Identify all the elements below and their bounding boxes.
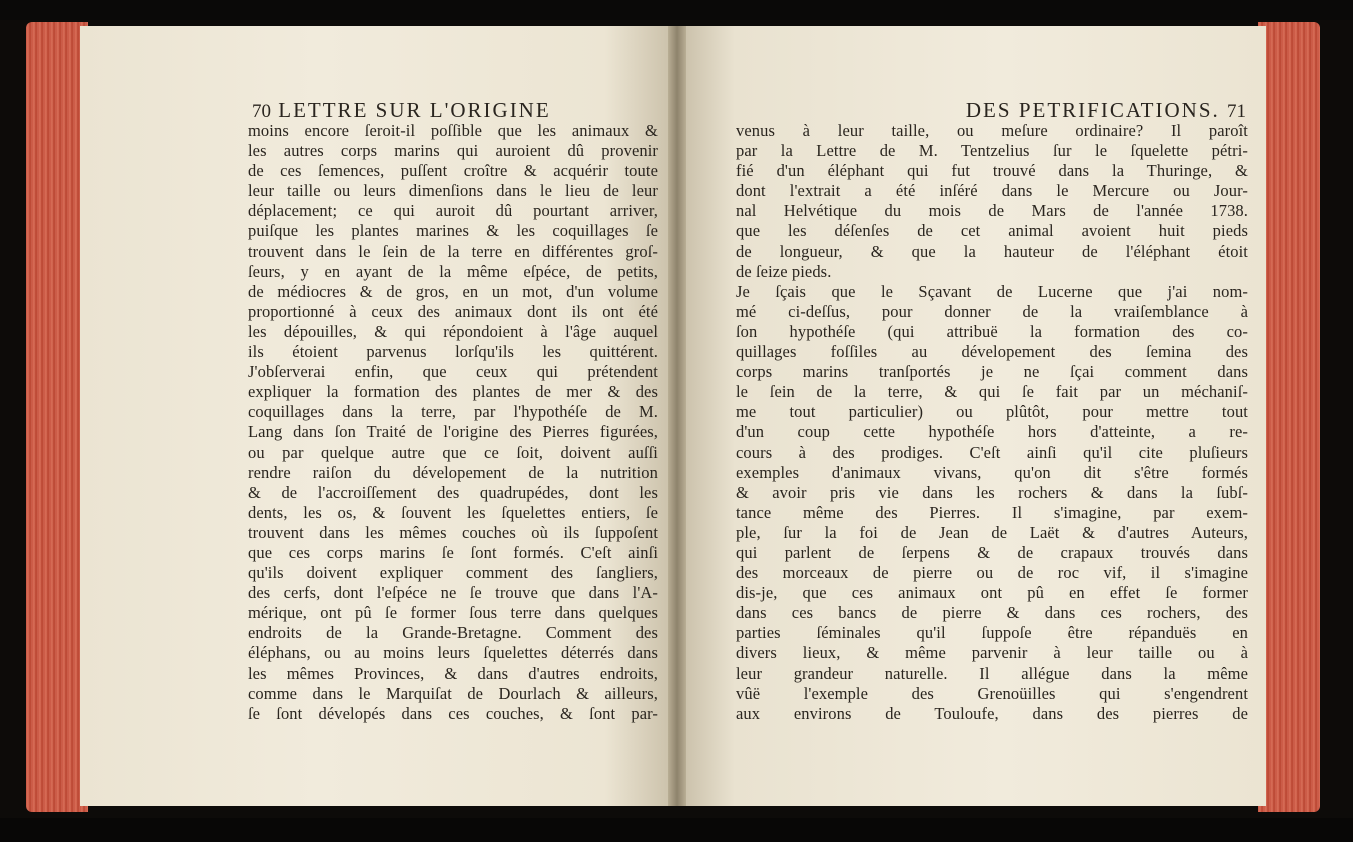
text-line: ſon hypothéſe (qui attribuë la formation des co- bbox=[736, 321, 1248, 341]
text-line: venus à leur taille, ou meſure ordinaire? Il paroît bbox=[736, 121, 1248, 140]
text-line: de ſeize pieds. bbox=[736, 261, 832, 281]
text-line: trouvent dans les mêmes couches où ils ſuppoſent bbox=[248, 522, 658, 542]
text-line: des morceaux de pierre ou de roc vif, il s'imagine bbox=[736, 563, 1248, 583]
right-page-number: 71 bbox=[1227, 101, 1246, 122]
text-line: comme dans le Marquiſat de Dourlach & ailleurs, bbox=[248, 683, 658, 703]
text-line: J'obſerverai enfin, que ceux qui prétendent bbox=[248, 362, 658, 382]
text-line: ple, ſur la foi de Jean de Laët & d'autres Auteurs, bbox=[736, 522, 1248, 542]
text-line: mérique, ont pû ſe former ſous terre dans quelques bbox=[248, 603, 658, 623]
text-line: déplacement; ce qui auroit dû pourtant arriver, bbox=[248, 201, 658, 221]
text-line: aux environs de Touloufe, dans des pierres de bbox=[736, 703, 1248, 723]
text-line: corps marins tranſportés je ne ſçai comment dans bbox=[736, 362, 1248, 382]
right-page-edges bbox=[1258, 22, 1320, 812]
text-line: les mêmes Provinces, & dans d'autres endroits, bbox=[248, 663, 658, 683]
text-line: quillages foſſiles au dévelopement des ſemina des bbox=[736, 342, 1248, 362]
text-line: exemples d'animaux vivans, qu'on dit s'être formés bbox=[736, 462, 1248, 482]
text-line: & avoir pris vie dans les rochers & dans la ſubſ- bbox=[736, 482, 1248, 502]
text-line: trouvent dans le ſein de la terre en différentes groſ- bbox=[248, 241, 658, 261]
text-line: mé ci-deſſus, pour donner de la vraiſemblance à bbox=[736, 301, 1248, 321]
text-line: éléphans, ou au moins leurs ſquelettes déterrés dans bbox=[248, 643, 658, 663]
text-line: les dépouilles, & qui répondoient à l'âge auquel bbox=[248, 321, 658, 341]
text-line: parties ſéminales qu'il ſuppoſe être répanduës en bbox=[736, 623, 1248, 643]
text-line: ou par quelque autre que ce ſoit, doivent auſſi bbox=[248, 442, 658, 462]
text-line: le ſein de la terre, & qui ſe fait par un méchaniſ- bbox=[736, 382, 1248, 402]
text-line: me tout particulier) ou plûtôt, pour mettre tout bbox=[736, 402, 1248, 422]
text-line: moins encore ſeroit-il poſſible que les animaux & bbox=[248, 121, 658, 140]
text-line: que ces corps marins ſe ſont formés. C'eſt ainſi bbox=[248, 542, 658, 562]
text-line: que les déſenſes de cet animal avoient huit pieds bbox=[736, 221, 1248, 241]
text-line: endroits de la Grande-Bretagne. Comment des bbox=[248, 623, 658, 643]
text-line: Lang dans ſon Traité de l'origine des Pierres figurées, bbox=[248, 422, 658, 442]
text-line: les autres corps marins qui auroient dû provenir bbox=[248, 141, 658, 161]
text-line: par la Lettre de M. Tentzelius ſur le ſquelette pétri- bbox=[736, 141, 1248, 161]
left-page bbox=[80, 26, 676, 806]
text-line: dans ces bancs de pierre & dans ces rochers, des bbox=[736, 603, 1248, 623]
text-line: rendre raiſon du dévelopement de la nutrition bbox=[248, 462, 658, 482]
text-line: dents, les os, & ſouvent les ſquelettes entiers, ſe bbox=[248, 502, 658, 522]
text-line: dis-je, que ces animaux ont pû en effet ſe former bbox=[736, 583, 1248, 603]
left-page-text bbox=[248, 99, 658, 724]
text-line: tance même des Pierres. Il s'imagine, par exem- bbox=[736, 502, 1248, 522]
text-line: de médiocres & de gros, en un mot, d'un volume bbox=[248, 281, 658, 301]
left-page-number: 70 bbox=[252, 101, 271, 122]
left-page-edges bbox=[26, 22, 88, 812]
text-line: Je ſçais que le Sçavant de Lucerne que j'ai nom- bbox=[736, 281, 1248, 301]
text-line: vûë l'exemple des Grenoüilles qui s'engendrent bbox=[736, 683, 1248, 703]
text-line: ſe ſont dévelopés dans ces couches, & ſont par- bbox=[248, 703, 658, 723]
text-line: d'un coup cette hypothéſe hors d'atteinte, a re- bbox=[736, 422, 1248, 442]
top-backdrop bbox=[0, 0, 1353, 20]
text-line: qu'ils doivent expliquer comment des ſangliers, bbox=[248, 563, 658, 583]
text-line: divers lieux, & même parvenir à leur taille ou à bbox=[736, 643, 1248, 663]
text-line: dont l'extrait a été inſéré dans le Mercure ou Jour- bbox=[736, 181, 1248, 201]
bottom-backdrop bbox=[0, 818, 1353, 842]
left-running-head bbox=[252, 99, 658, 121]
text-line: fié d'un éléphant qui fut trouvé dans la Thuringe, & bbox=[736, 161, 1248, 181]
right-page bbox=[676, 26, 1266, 806]
text-line: de longueur, & que la hauteur de l'éléphant étoit bbox=[736, 241, 1248, 261]
text-line: & de l'accroiſſement des quadrupédes, dont les bbox=[248, 482, 658, 502]
text-line: des cerfs, dont l'eſpéce ne ſe trouve que dans l'A- bbox=[248, 583, 658, 603]
text-line: proportionné à ceux des animaux dont ils ont été bbox=[248, 301, 658, 321]
right-page-text bbox=[736, 99, 1248, 724]
text-line: leur grandeur naturelle. Il allégue dans la même bbox=[736, 663, 1248, 683]
text-line: nal Helvétique du mois de Mars de l'année 1738. bbox=[736, 201, 1248, 221]
right-running-head bbox=[736, 99, 1248, 121]
text-line: ils étoient parvenus lorſqu'ils les quittérent. bbox=[248, 342, 658, 362]
text-line: expliquer la formation des plantes de mer & des bbox=[248, 382, 658, 402]
text-line: cours à des prodiges. C'eſt ainſi qu'il cite pluſieurs bbox=[736, 442, 1248, 462]
text-line: puiſque les plantes marines & les coquillages ſe bbox=[248, 221, 658, 241]
text-line: leur taille ou leurs dimenſions dans le lieu de leur bbox=[248, 181, 658, 201]
text-line: ſeurs, y en ayant de la même eſpéce, de petits, bbox=[248, 261, 658, 281]
text-line: qui parlent de ſerpens & de crapaux trouvés dans bbox=[736, 542, 1248, 562]
left-running-title: LETTRE SUR L'ORIGINE bbox=[278, 98, 551, 122]
book-gutter bbox=[668, 26, 686, 806]
text-line: coquillages dans la terre, par l'hypothéſe de M. bbox=[248, 402, 658, 422]
right-running-title: DES PETRIFICATIONS. bbox=[965, 98, 1220, 122]
text-line: de ces ſemences, puſſent croître & acquérir toute bbox=[248, 161, 658, 181]
